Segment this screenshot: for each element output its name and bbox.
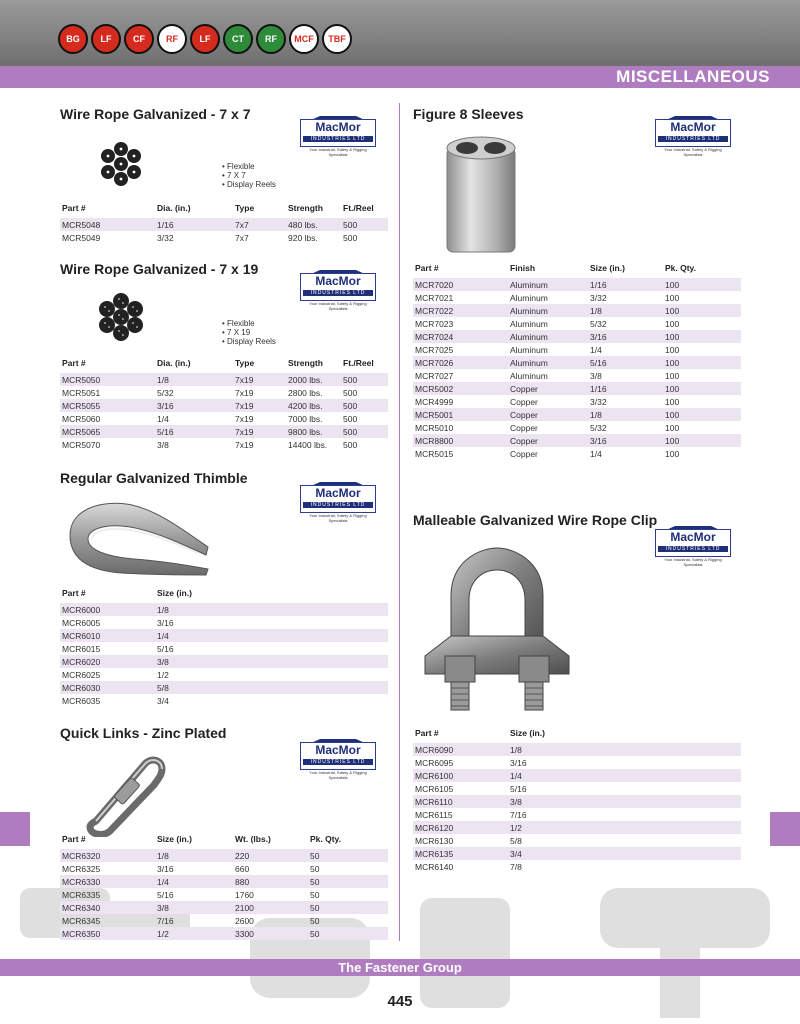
wire-rope-7x7-image [96,140,146,188]
wire-rope-7x19-image [96,293,146,341]
table-row [413,847,741,860]
macmor-logo: MacMor INDUSTRIES LTD Your Industrial, Safety & Rigging Specialists [655,112,731,152]
table-cell: 3/16 [510,757,527,768]
table-cell: 880 [233,875,308,888]
table-header: Part # Dia. (in.) Type Strength Ft./Reel [62,203,374,213]
macmor-logo: MacMor INDUSTRIES LTD Your Industrial, Safety & Rigging Specialists [300,266,376,306]
table-cell: MCR6095 [415,757,454,768]
table-cell: 7x19 [235,439,254,450]
company-name: The Fastener Group [338,960,462,975]
table-cell: 5/8 [155,681,388,694]
table-cell: 3/16 [155,399,233,412]
table-cell: 100 [663,356,741,369]
table-cell: 220 [233,849,308,862]
table-row [60,373,388,386]
table-row [413,421,741,434]
table-row [60,694,388,707]
section-thimble [60,470,390,710]
table-row [60,681,388,694]
table-cell: 2800 lbs. [288,387,323,398]
table-cell: 7x19 [233,373,286,386]
table-cell: MCR6030 [60,681,155,694]
table-row [60,438,388,451]
table-cell: 5/32 [157,387,174,398]
brand-logos [58,24,352,54]
table-cell: 100 [663,434,741,447]
table-cell: MCR6035 [62,695,101,706]
table-cell: 100 [665,422,680,433]
table-cell: MCR6130 [415,835,454,846]
table-cell: MCR6025 [62,669,101,680]
wire-rope-clip-image [421,546,573,714]
table-cell: 7x19 [235,413,254,424]
table-cell: 5/16 [510,783,527,794]
table-cell: 100 [665,370,680,381]
table-cell: 3/16 [588,434,663,447]
table-cell: 7000 lbs. [288,413,323,424]
table-cell: 3/4 [157,695,169,706]
table-cell: 7x7 [235,232,249,243]
figure-8-sleeves-table [413,263,741,460]
table-cell: 3/8 [508,795,741,808]
table-cell: MCR5065 [60,425,155,438]
table-cell: 3/16 [157,617,174,628]
table-row [413,395,741,408]
table-cell: 500 [343,232,358,243]
table-cell: MCR6330 [60,875,155,888]
table-cell: 1/4 [157,413,169,424]
table-cell: MCR6325 [62,863,101,874]
thimble-image [62,495,210,577]
table-row [60,875,388,888]
table-cell: MCR8800 [413,434,508,447]
table-row [413,795,741,808]
section-quick-links [60,725,390,945]
table-cell: Aluminum [508,278,588,291]
table-cell: MCR6010 [60,629,155,642]
quick-links-table [60,834,388,940]
table-cell: 1/2 [155,927,233,940]
table-cell: 7/16 [157,915,174,926]
table-cell: 3/32 [590,292,607,303]
table-cell: 7x7 [233,218,286,231]
table-cell: MCR7020 [413,278,508,291]
table-cell: 1/8 [155,849,233,862]
table-header: Part # Size (in.) [62,588,192,598]
table-cell: Aluminum [510,292,548,303]
side-tab-left [0,812,30,846]
side-tab-right [770,812,800,846]
section-title: Figure 8 Sleeves [413,106,524,122]
macmor-logo: MacMor INDUSTRIES LTD Your Industrial, Safety & Rigging Specialists [300,112,376,152]
section-title: Wire Rope Galvanized - 7 x 19 [60,261,259,277]
table-cell: 3/8 [155,901,233,914]
table-cell: MCR6135 [413,847,508,860]
table-row [60,218,388,231]
table-cell: 100 [665,396,680,407]
table-cell: 7x19 [235,387,254,398]
table-cell: MCR7023 [415,318,454,329]
table-row [60,849,388,862]
table-cell: 500 [341,399,388,412]
table-row [413,382,741,395]
section-title: Malleable Galvanized Wire Rope Clip [413,512,658,528]
table-row [60,425,388,438]
table-cell: 14400 lbs. [288,439,328,450]
table-row [60,668,388,681]
table-row [413,369,741,382]
table-cell: 1/16 [588,382,663,395]
table-cell: Copper [510,396,538,407]
table-cell: Copper [508,408,588,421]
table-cell: MCR6020 [60,655,155,668]
table-cell: MCR7022 [413,304,508,317]
table-cell: 5/16 [155,425,233,438]
table-cell: 100 [663,304,741,317]
header-bar [0,0,800,66]
table-row [60,927,388,940]
table-cell: Aluminum [508,330,588,343]
table-cell: 500 [343,387,358,398]
footer-bar [0,959,800,976]
table-cell: 1/8 [588,304,663,317]
table-header: Part # Size (in.) [415,728,545,738]
table-row [413,834,741,847]
table-cell: MCR6090 [413,743,508,756]
table-cell: MCR6100 [413,769,508,782]
table-cell: 1/8 [155,373,233,386]
section-wire-rope-clip [413,512,753,882]
table-cell: 1/8 [588,408,663,421]
table-row [413,769,741,782]
table-row [413,756,741,769]
table-row [413,447,741,460]
table-cell: 7/8 [510,861,522,872]
table-cell: MCR7027 [415,370,454,381]
table-row [413,408,741,421]
table-row [413,317,741,330]
table-cell: 1/8 [155,603,388,616]
table-row [413,291,741,304]
figure-8-sleeve-image [441,136,521,258]
table-cell: 1/2 [508,821,741,834]
table-cell: 500 [343,439,358,450]
table-cell: MCR7024 [413,330,508,343]
table-cell: 2600 [235,915,254,926]
quick-link-image [76,751,172,837]
table-cell: 1760 [235,889,254,900]
table-cell: MCR6340 [60,901,155,914]
table-cell: MCR5010 [415,422,454,433]
table-cell: MCR6335 [62,889,101,900]
table-cell: Copper [510,448,538,459]
brand-logo: TBF [322,24,352,54]
table-cell: 5/16 [588,356,663,369]
table-row [60,231,388,244]
table-header: Part # Finish Size (in.) Pk. Qty. [415,263,697,273]
table-cell: 50 [310,863,320,874]
table-row [413,782,741,795]
table-cell: Aluminum [510,318,548,329]
wire-rope-clip-table [413,728,741,873]
table-row [60,629,388,642]
table-row [60,862,388,875]
table-cell: 100 [665,318,680,329]
table-cell: 1/4 [155,875,233,888]
table-cell: 100 [663,382,741,395]
thimble-table [60,588,388,707]
table-cell: 1/16 [588,278,663,291]
table-cell: 920 lbs. [288,232,318,243]
table-cell: MCR5015 [415,448,454,459]
table-cell: 100 [663,278,741,291]
table-row [60,888,388,901]
brand-logo: MCF [289,24,319,54]
table-cell: 3300 [233,927,308,940]
macmor-logo: MacMor INDUSTRIES LTD Your Industrial, Safety & Rigging Specialists [300,735,376,775]
table-cell: Aluminum [508,356,588,369]
table-cell: 1/8 [508,743,741,756]
table-cell: 100 [663,330,741,343]
section-wire-rope-7x7 [60,106,390,246]
table-cell: 50 [308,875,388,888]
table-cell: 3/8 [590,370,602,381]
table-cell: 50 [310,889,320,900]
feature-list: • Flexible • 7 X 19 • Display Reels [222,319,276,346]
table-cell: 3/4 [508,847,741,860]
table-cell: 1/2 [157,669,169,680]
table-cell: 3/32 [157,232,174,243]
brand-logo: CF [124,24,154,54]
table-cell: 5/16 [157,889,174,900]
table-row [413,278,741,291]
table-cell: MCR6350 [60,927,155,940]
brand-logo: LF [190,24,220,54]
page-number: 445 [387,993,413,1010]
table-cell: Aluminum [508,304,588,317]
table-cell: 5/8 [510,835,522,846]
table-cell: MCR6115 [415,809,453,820]
table-row [413,356,741,369]
table-cell: MCR6015 [62,643,101,654]
category-bar [0,66,800,88]
table-cell: Aluminum [510,370,548,381]
table-cell: 480 lbs. [286,218,341,231]
table-cell: MCR7025 [415,344,454,355]
table-row [60,386,388,399]
table-cell: 7x19 [233,425,286,438]
table-cell: 7x19 [233,399,286,412]
table-cell: 1/4 [590,344,602,355]
table-cell: 3/16 [157,863,174,874]
table-cell: 100 [663,408,741,421]
table-cell: 50 [308,901,388,914]
table-row [413,434,741,447]
table-row [60,603,388,616]
macmor-logo: MacMor INDUSTRIES LTD Your Industrial, Safety & Rigging Specialists [300,478,376,518]
table-cell: 7/16 [510,809,527,820]
table-cell: 500 [341,218,388,231]
table-row [413,343,741,356]
table-cell: MCR6320 [60,849,155,862]
table-cell: 500 [343,413,358,424]
brand-logo: BG [58,24,88,54]
table-row [60,642,388,655]
table-cell: Copper [510,422,538,433]
table-row [60,914,388,927]
table-cell: MCR6140 [415,861,454,872]
table-cell: 500 [341,425,388,438]
table-row [60,412,388,425]
table-cell: MCR5002 [413,382,508,395]
table-cell: MCR6005 [62,617,101,628]
table-cell: MCR6120 [413,821,508,834]
table-header: Part # Dia. (in.) Type Strength Ft./Reel [62,358,374,368]
table-row [413,743,741,756]
table-cell: MCR6105 [415,783,454,794]
brand-logo: RF [256,24,286,54]
column-divider [399,103,400,941]
table-cell: 2100 [233,901,308,914]
table-cell: MCR6345 [62,915,101,926]
table-row [413,808,741,821]
table-cell: 5/32 [590,318,607,329]
table-cell: 1/4 [508,769,741,782]
table-cell: 100 [665,292,680,303]
table-cell: 5/32 [590,422,607,433]
table-cell: 500 [341,373,388,386]
table-cell: 5/16 [157,643,174,654]
table-cell: 660 [235,863,250,874]
table-cell: MCR5055 [60,399,155,412]
table-row [413,330,741,343]
table-row [413,821,741,834]
table-row [60,399,388,412]
table-cell: Copper [508,434,588,447]
table-cell: 1/16 [155,218,233,231]
table-cell: MCR5049 [62,232,101,243]
table-cell: 3/32 [590,396,607,407]
table-cell: Copper [508,382,588,395]
table-cell: MCR7021 [415,292,454,303]
table-cell: 50 [308,927,388,940]
brand-logo: CT [223,24,253,54]
section-title: Quick Links - Zinc Plated [60,725,227,741]
table-row [413,860,741,873]
wire-rope-7x7-table [60,203,388,244]
table-cell: Aluminum [510,344,548,355]
table-cell: 3/16 [588,330,663,343]
table-row [60,901,388,914]
table-cell: MCR5051 [62,387,101,398]
table-cell: 100 [665,448,680,459]
category-title: MISCELLANEOUS [616,67,770,86]
table-row [60,616,388,629]
macmor-logo: MacMor INDUSTRIES LTD Your Industrial, Safety & Rigging Specialists [655,522,731,562]
section-figure-8-sleeves [413,106,743,466]
brand-logo: RF [157,24,187,54]
table-cell: MCR4999 [415,396,454,407]
table-cell: 4200 lbs. [286,399,341,412]
table-cell: 1/4 [155,629,388,642]
table-header: Part # Size (in.) Wt. (lbs.) Pk. Qty. [62,834,342,844]
table-cell: 50 [310,915,320,926]
table-cell: 3/8 [157,439,169,450]
table-cell: MCR5050 [60,373,155,386]
section-title: Regular Galvanized Thimble [60,470,248,486]
section-wire-rope-7x19 [60,261,390,456]
table-cell: 1/4 [590,448,602,459]
table-cell: MCR6000 [60,603,155,616]
section-title: Wire Rope Galvanized - 7 x 7 [60,106,251,122]
table-cell: 50 [308,849,388,862]
wire-rope-7x19-table [60,358,388,451]
table-cell: MCR5060 [62,413,101,424]
table-cell: 3/8 [155,655,388,668]
table-cell: MCR6110 [413,795,508,808]
table-cell: MCR5048 [60,218,155,231]
feature-list: • Flexible • 7 X 7 • Display Reels [222,162,276,189]
table-cell: MCR5001 [413,408,508,421]
table-cell: 100 [665,344,680,355]
table-cell: 2000 lbs. [286,373,341,386]
table-cell: MCR7026 [413,356,508,369]
brand-logo: LF [91,24,121,54]
table-row [60,655,388,668]
table-cell: MCR5070 [62,439,101,450]
table-cell: 9800 lbs. [286,425,341,438]
table-row [413,304,741,317]
